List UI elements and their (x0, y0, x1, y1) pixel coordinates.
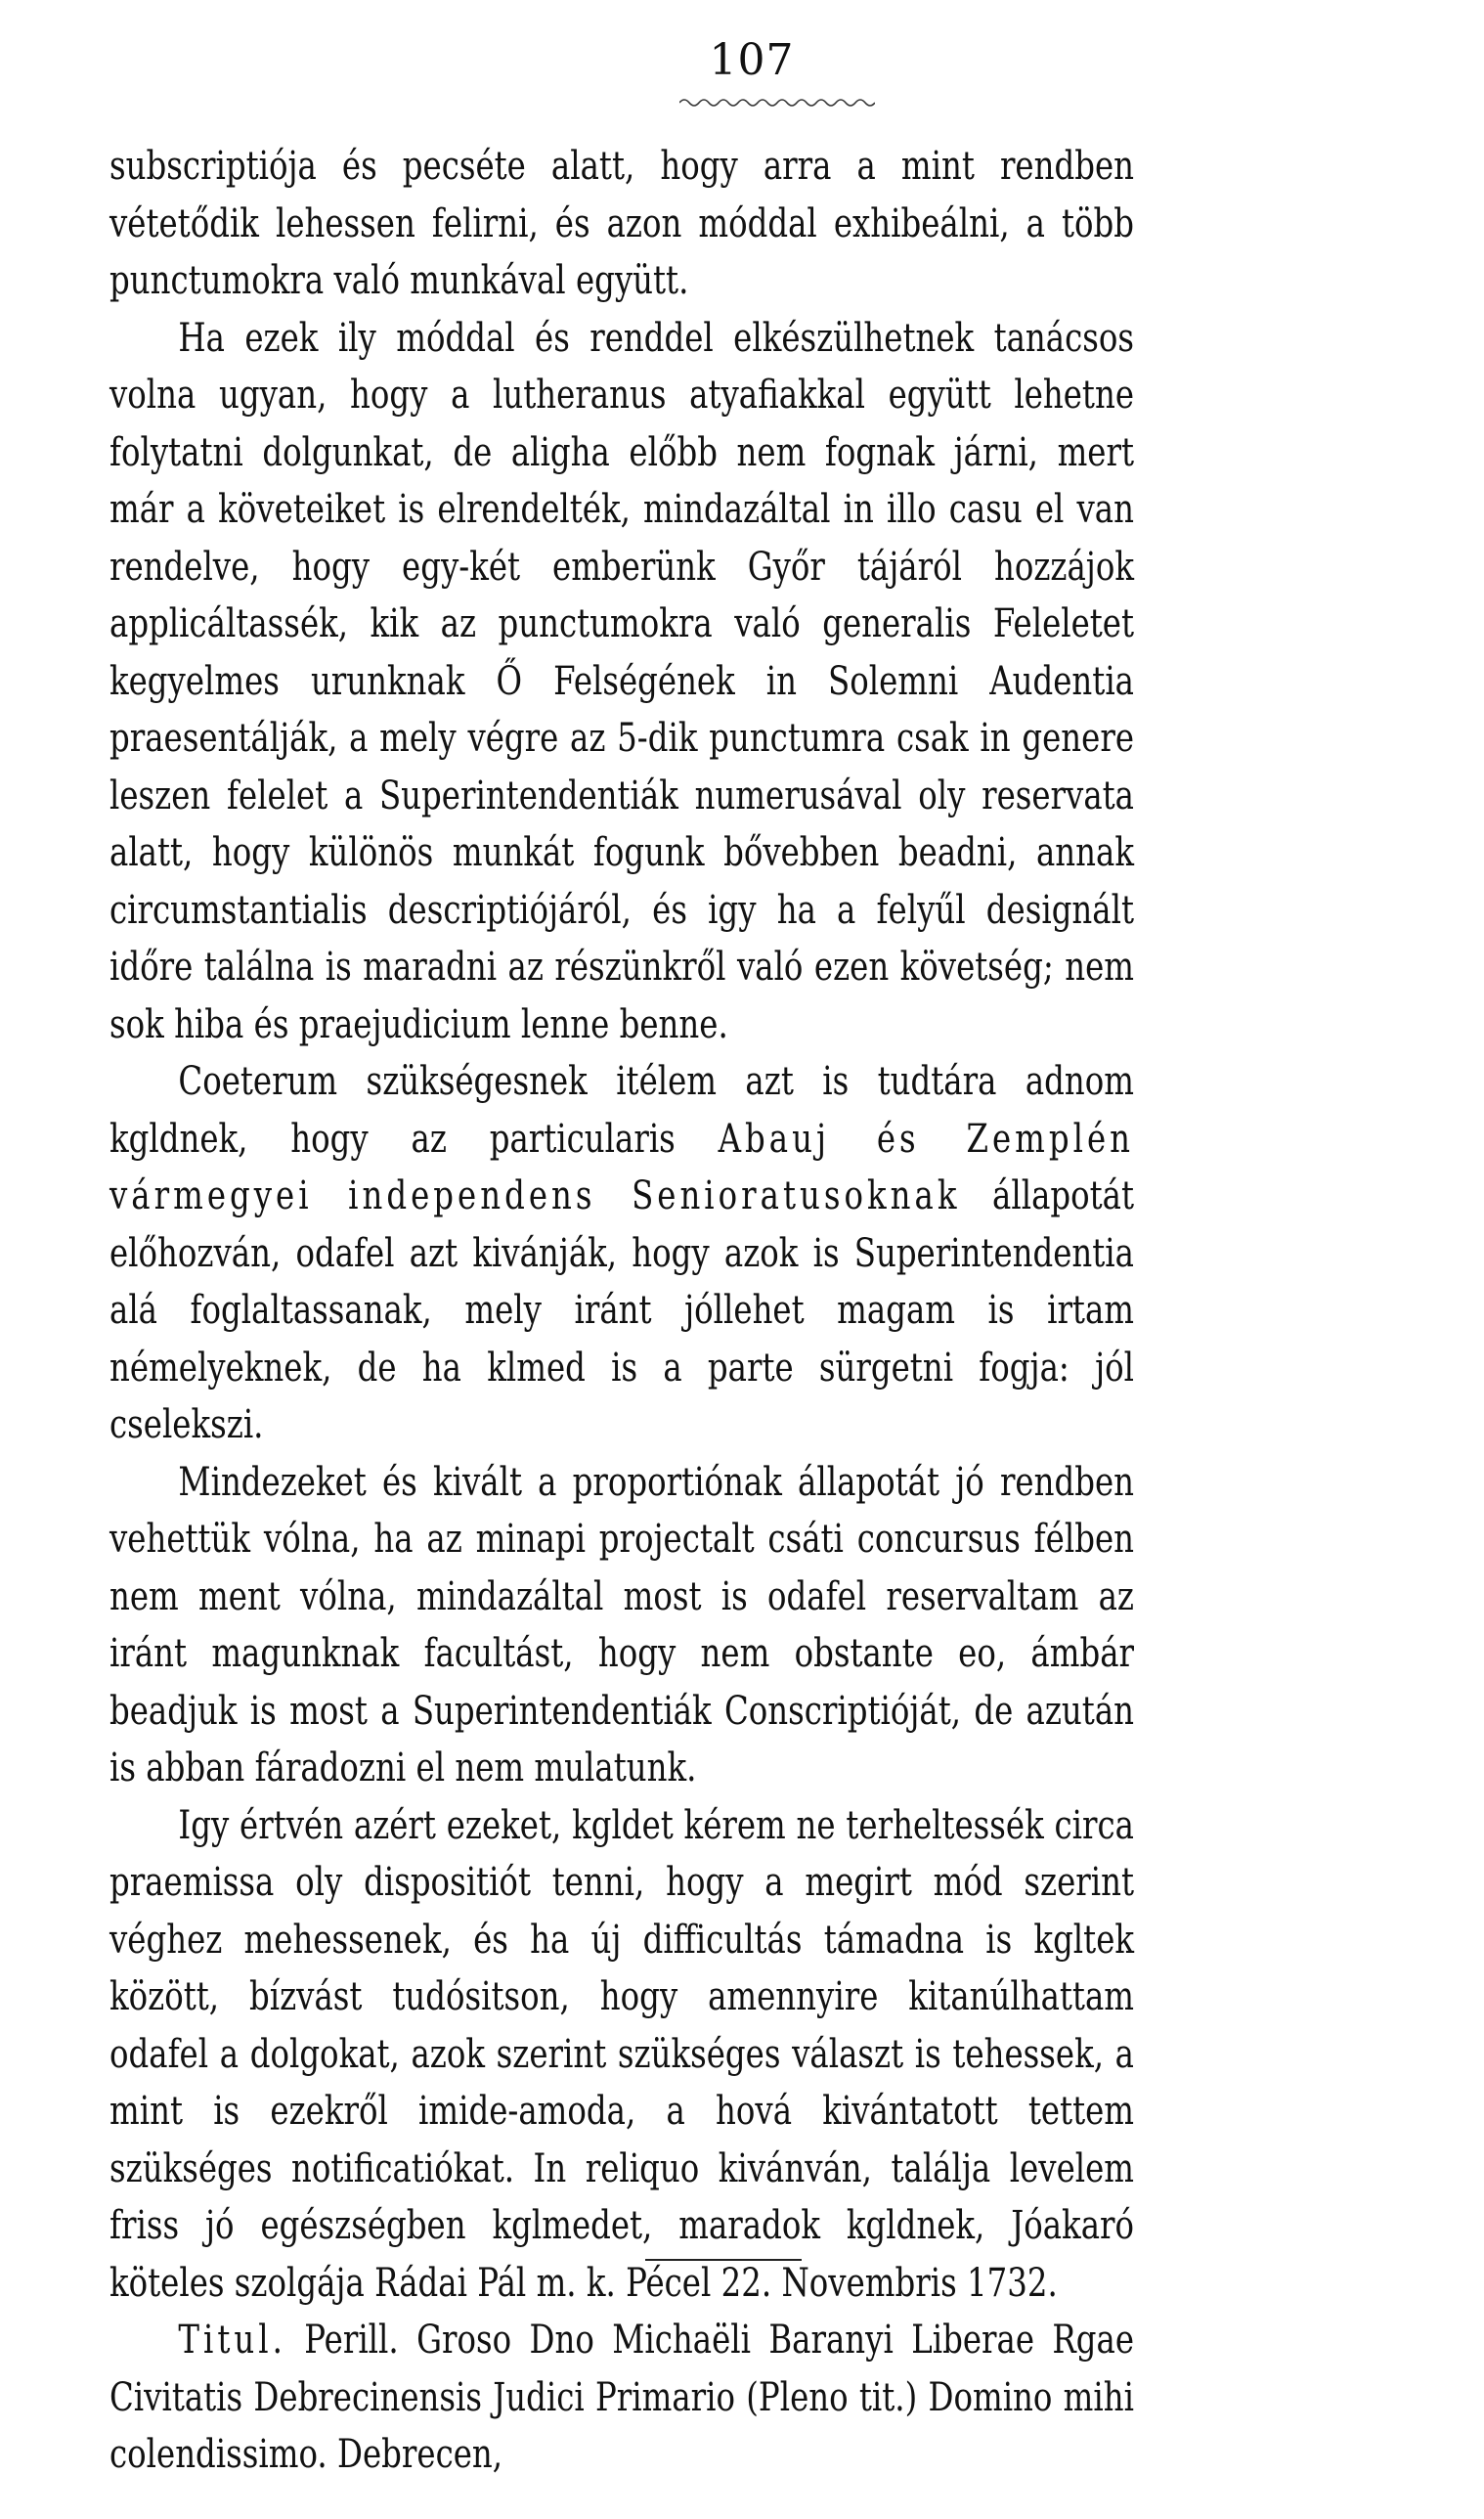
address-title-spaced: Titul. (178, 2316, 286, 2363)
paragraph-3-spaced-text: Abauj és Zemplén vármegyei independens Senioratusoknak (109, 1114, 1135, 1218)
page-number-ornament (679, 96, 875, 110)
letter-body (109, 137, 1134, 2483)
paragraph-2: Ha ezek ily móddal és renddel elkészülhetnek tanácsos volna ugyan, hogy a lutheranus atyafiakkal együtt lehetne folytatni dolgunkat, de aligha előbb nem fognak járni, mert már a követeiket is elrendelték, mindazáltal in illo casu el van rendelve, hogy egy-két emberünk Győr tájáról hozzájok applicáltassék, kik az punctumokra való generalis Feleletet kegyelmes urunknak Ő Felségének in Solemni Audentia praesentálják, a mely végre az 5-dik punctumra csak in genere leszen felelet a Superintendentiák numerusával oly reservata alatt, hogy különös munkát fogunk bővebben beadni, annak circumstantialis descriptiójáról, és igy ha a felyűl designált időre találna is maradni az részünkről való ezen követség; nem sok hiba és praejudicium lenne benne. (109, 313, 1134, 1047)
paragraph-3-text-b: állapotát előhozván, odafel azt kivánják, hogy azok is Superintendentia alá foglaltassanak, mely iránt jóllehet magam is irtam némelyeknek, de ha klmed is a parte sürgetni fogja: jól cselekszi. (109, 1171, 1134, 1447)
page-number: 107 (709, 35, 795, 85)
end-rule (645, 2259, 802, 2261)
address-paragraph (109, 2311, 1134, 2483)
paragraph-5: Igy értvén azért ezeket, kgldet kérem ne terheltessék circa praemissa oly dispositiót tenni, hogy a megirt mód szerint véghez mehessenek, és ha új difficultás támadna is kgltek között, bízvást tudósitson, hogy amennyire kitanúlhattam odafel a dolgokat, azok szerint szükséges választ is tehessek, a mint is ezekről imide-amoda, a hová kivántatott tettem szükséges notificatiókat. In reliquo kivánván, találja levelem friss jó egészségben kglmedet, maradok kgldnek, Jóakaró köteles szolgája Rádai Pál m. k. Pécel 22. Novembris 1732. (109, 1800, 1134, 2306)
paragraph-4: Mindezeket és kivált a proportiónak állapotát jó rendben vehettük vólna, ha az minapi projectalt csáti concursus félben nem ment vólna, mindazáltal most is odafel reservaltam az iránt magunknak facultást, hogy nem obstante eo, ámbár beadjuk is most a Superintendentiák Conscriptióját, de azután is abban fáradozni el nem mulatunk. (109, 1457, 1134, 1790)
paragraph-1: subscriptiója és pecséte alatt, hogy arra a mint rendben vétetődik lehessen felirni, és azon móddal exhibeálni, a több punctumokra való munkával együtt. (109, 142, 1134, 303)
address-text: Perill. Groso Dno Michaëli Baranyi Liberae Rgae Civitatis Debrecinensis Judici Primario (Pleno tit.) Domino mihi colendissimo. Debrecen, (109, 2316, 1134, 2477)
paragraph-3 (109, 1052, 1134, 1453)
paragraph-3-text-a: Coeterum szükségesnek itélem azt is tudtára adnom kgldnek, hogy az particularis (109, 1057, 1134, 1162)
